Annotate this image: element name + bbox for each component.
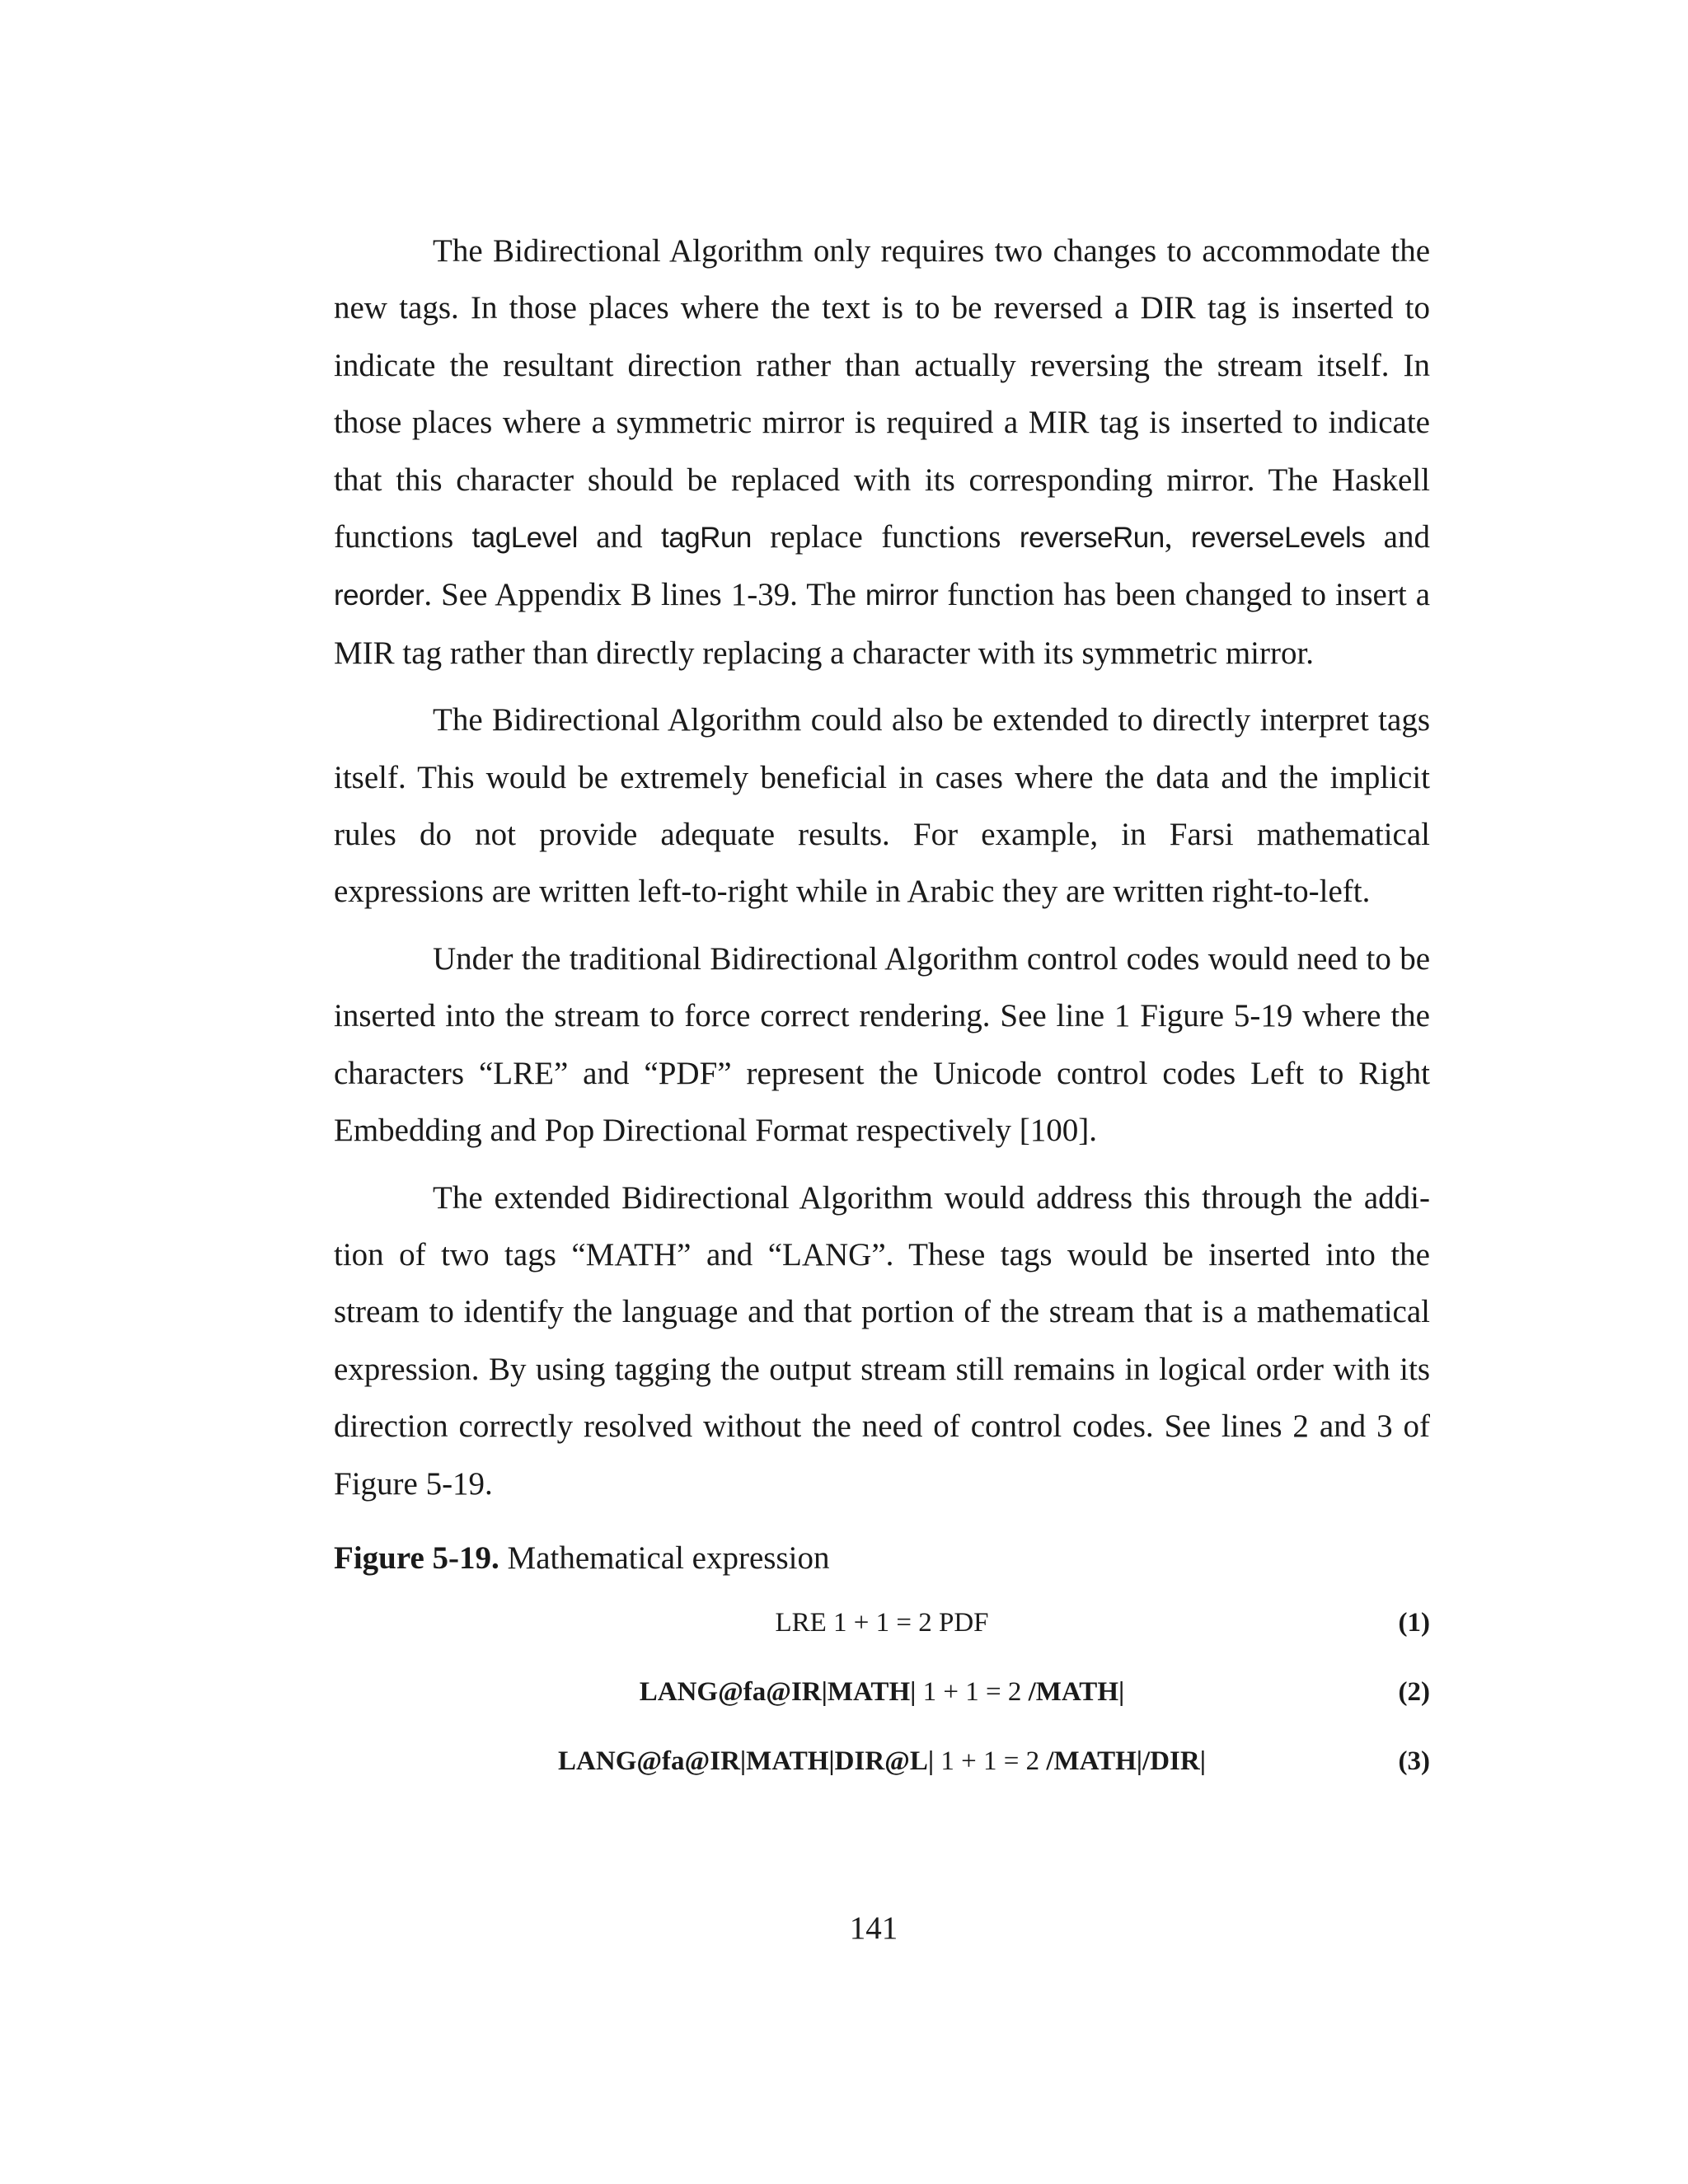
function-name-reverserun: reverseRun [1019, 522, 1165, 555]
function-name-tagrun: tagRun [661, 522, 752, 555]
page-number: 141 [849, 1910, 898, 1946]
paragraph-1-text-3: replace functions [751, 519, 1020, 555]
equation-2-expression [334, 1657, 1430, 1727]
figure-label: Figure 5-19. [334, 1540, 499, 1576]
function-name-mirror: mirror [865, 579, 939, 612]
paragraph-1-text-2: and [577, 519, 662, 555]
equation-3-open-tags: LANG@fa@IR|MATH|DIR@L| [558, 1746, 935, 1776]
paragraph-1 [334, 223, 1430, 682]
equation-2-number: (2) [1398, 1676, 1430, 1707]
equation-1-expression: LRE 1 + 1 = 2 PDF [775, 1607, 989, 1638]
equation-3-close-tags: /MATH|/DIR| [1046, 1746, 1206, 1776]
paragraph-1-text-5: and [1365, 519, 1430, 555]
equation-2-close-tags: /MATH| [1028, 1676, 1125, 1707]
equation-3-math: 1 + 1 = 2 [934, 1746, 1047, 1776]
paragraph-3: Under the traditional Bidirectional Algorithm control codes would need to be inserted into the stream to force correct rendering. See line 1 Figure 5-19 where the characters “LRE” and “PDF” represent the Unicode control codes Left to Right Embedding and Pop Directional Format respectively [100]. [334, 940, 1430, 1149]
function-name-taglevel: tagLevel [471, 522, 578, 555]
equation-2 [334, 1657, 1430, 1727]
equation-3 [334, 1727, 1430, 1796]
equation-2-math: 1 + 1 = 2 [916, 1676, 1029, 1707]
paragraph-1-text-6: . See Appendix B lines 1-39. The [424, 577, 865, 613]
equation-3-expression [334, 1727, 1430, 1796]
paragraph-1-text-4: , [1164, 519, 1191, 555]
paragraph-1-text-7: function has been changed to insert a MIR tag rather than directly replacing a character with its symmetric mirror. [334, 577, 1431, 671]
equation-2-open-tags: LANG@fa@IR|MATH| [639, 1676, 917, 1707]
paragraph-2: The Bidirectional Algorithm could also be extended to directly interpret tags itself. This would be extremely beneficial in cases where the data and the implicit rules do not provide adequate results. For example, in Farsi mathematical expressions are written left-to-right while in Arabic they are written right-to-left. [334, 702, 1430, 910]
paragraph-4: The extended Bidirectional Algorithm would address this through the addition of two tags “MATH” and “LANG”. These tags would be inserted into the stream to identify the language and that portion of the stream that is a mathematical expression. By using tagging the output stream still remains in logical order with its direction correctly resolved without the need of control codes. See lines 2 and 3 of Figure 5-19. [334, 1179, 1430, 1502]
equation-3-number: (3) [1398, 1746, 1430, 1776]
function-name-reverselevels: reverseLevels [1190, 522, 1366, 555]
equation-1 [334, 1588, 1430, 1657]
equation-1-number: (1) [1398, 1607, 1430, 1638]
paragraph-1-text-1: The Bidirectional Algorithm only requires two changes to accommodate the new tags. In those places where the text is to be reversed a DIR tag is inserted to indicate the resultant direction rather than actually reversing the stream itself. In those places where a symmetric mirror is required a MIR tag is inserted to indicate that this character should be replaced with its corresponding mirror. The Haskell functions [334, 233, 1430, 555]
page-body [334, 223, 1430, 1796]
figure-caption [334, 1534, 1430, 1583]
function-name-reorder: reorder [334, 579, 424, 612]
figure-title: Mathematical expression [499, 1540, 830, 1576]
